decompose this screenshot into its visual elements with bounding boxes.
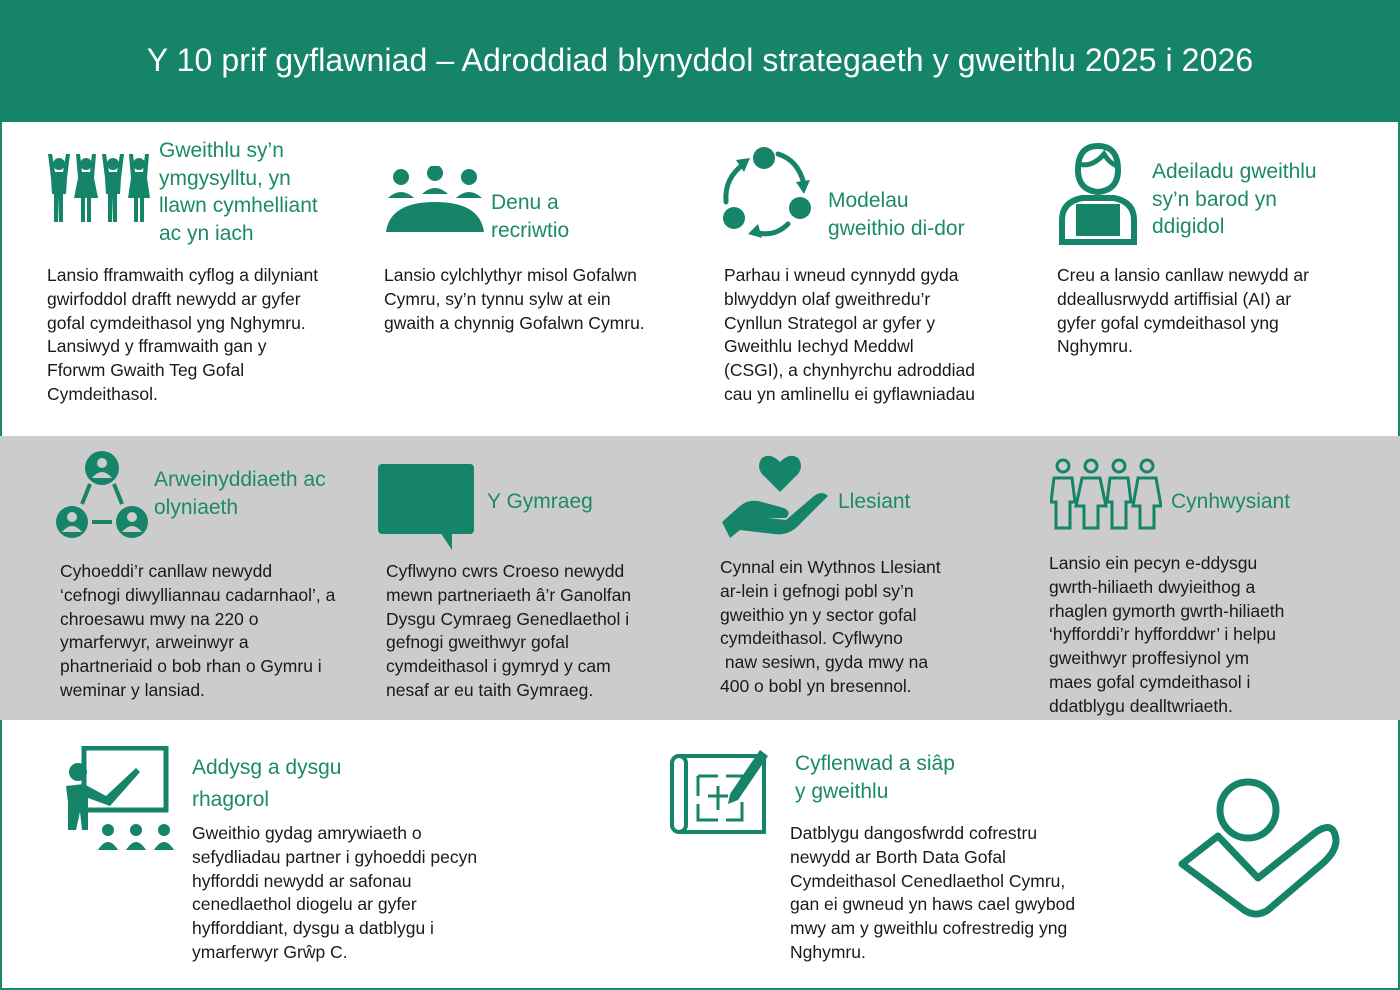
item-body-digital-workforce: Creu a lansio canllaw newydd ar ddeallusrwydd artiffisial (AI) ar gyfer gofal cymdeithasol yng Nghymru.: [1057, 265, 1309, 357]
people-cheering-icon: [46, 152, 150, 226]
item-body-supply-shape: Datblygu dangosfwrdd cofrestru newydd ar Borth Data Gofal Cymdeithasol Cenedlaethol Cymru, gan ei gwneud yn haws cael gwybod mwy am y gweithlu cofrestredig yng Nghymru.: [790, 823, 1076, 962]
item-title-leadership: Arweinyddiaeth ac olyniaeth: [154, 468, 326, 519]
item-body-seamless-models: Parhau i wneud cynnydd gyda blwyddyn olaf gweithredu’r Cynllun Strategol ar gyfer y Gweithlu Iechyd Meddwl (CSGI), a chynhyrchu adroddiad cau yn amlinellu ei gyflawniadau: [724, 265, 975, 404]
item-title-engaged-workforce: Gweithlu sy’n ymgysylltu, yn llawn cymhelliant ac yn iach: [159, 139, 318, 245]
item-body-leadership: Cyhoeddi’r canllaw newydd ‘cefnogi diwylliannau cadarnhaol’, a chroesawu mwy na 220 o ymarferwyr, arweinwyr a phartneriaid o bob rhan o Gymru i weminar y lansiad.: [60, 561, 336, 700]
item-title-education-learning: Addysg a dysgu rhagorol: [192, 756, 342, 811]
item-title-digital-workforce: Adeiladu gweithlu sy’n barod yn ddigidol: [1152, 160, 1317, 238]
blueprint-pencil-icon: [668, 746, 772, 834]
care-check-logo-icon: [1176, 778, 1342, 918]
teacher-board-icon: [60, 746, 184, 856]
item-title-wellbeing: Llesiant: [838, 490, 911, 513]
item-title-supply-shape: Cyflenwad a siâp y gweithlu: [795, 752, 955, 803]
item-body-wellbeing: Cynnal ein Wythnos Llesiant ar-lein i gefnogi pobl sy’n gweithio yn y sector gofal cymdeithasol. Cyflwyno naw sesiwn, gyda mwy na 400 o bobl yn bresennol.: [720, 557, 941, 696]
meeting-table-icon: [386, 166, 484, 234]
cycle-arrows-icon: [718, 144, 814, 242]
item-title-attract-recruit: Denu a recriwtio: [491, 191, 570, 242]
item-body-attract-recruit: Lansio cylchlythyr misol Gofalwn Cymru, sy’n tynnu sylw at ein gwaith a chynnig Gofalwn Cymru.: [384, 265, 645, 333]
heart-hand-icon: [722, 452, 830, 540]
header-banner: [0, 0, 1400, 122]
page-title: Y 10 prif gyflawniad – Adroddiad blynyddol strategaeth y gweithlu 2025 i 2026: [146, 42, 1254, 78]
item-body-education-learning: Gweithio gydag amrywiaeth o sefydliadau partner i gyhoeddi pecyn hyfforddi newydd ar safonau cenedlaethol diogelu ar gyfer hyfforddiant, dysgu a datblygu i ymarferwyr Grŵp C.: [192, 823, 478, 962]
item-body-welsh-language: Cyflwyno cwrs Croeso newydd mewn partneriaeth â’r Ganolfan Dysgu Cymraeg Genedlaethol i gefnogi gweithwyr gofal cymdeithasol i gymryd y cam nesaf ar eu taith Gymraeg.: [386, 561, 632, 700]
person-laptop-icon: [1056, 142, 1140, 246]
item-title-inclusion: Cynhwysiant: [1171, 490, 1291, 513]
leadership-network-icon: [56, 450, 148, 542]
item-body-inclusion: Lansio ein pecyn e-ddysgu gwrth-hiliaeth dwyieithog a rhaglen gymorth gwrth-hiliaeth ‘hyfforddi’r hyfforddwr’ i helpu gweithwyr proffesiynol ym maes gofal cymdeithasol i ddatblygu dealltwriaeth.: [1049, 553, 1285, 716]
speech-bubble-icon: [378, 464, 476, 552]
item-body-engaged-workforce: Lansio fframwaith cyflog a dilyniant gwirfoddol drafft newydd ar gyfer gofal cymdeithasol yng Nghymru. Lansiwyd y fframwaith gan y Fforwm Gwaith Teg Gofal Cymdeithasol.: [47, 265, 319, 404]
diverse-people-icon: [1050, 458, 1162, 532]
item-title-seamless-models: Modelau gweithio di-dor: [828, 189, 965, 240]
item-title-welsh-language: Y Gymraeg: [487, 490, 593, 513]
